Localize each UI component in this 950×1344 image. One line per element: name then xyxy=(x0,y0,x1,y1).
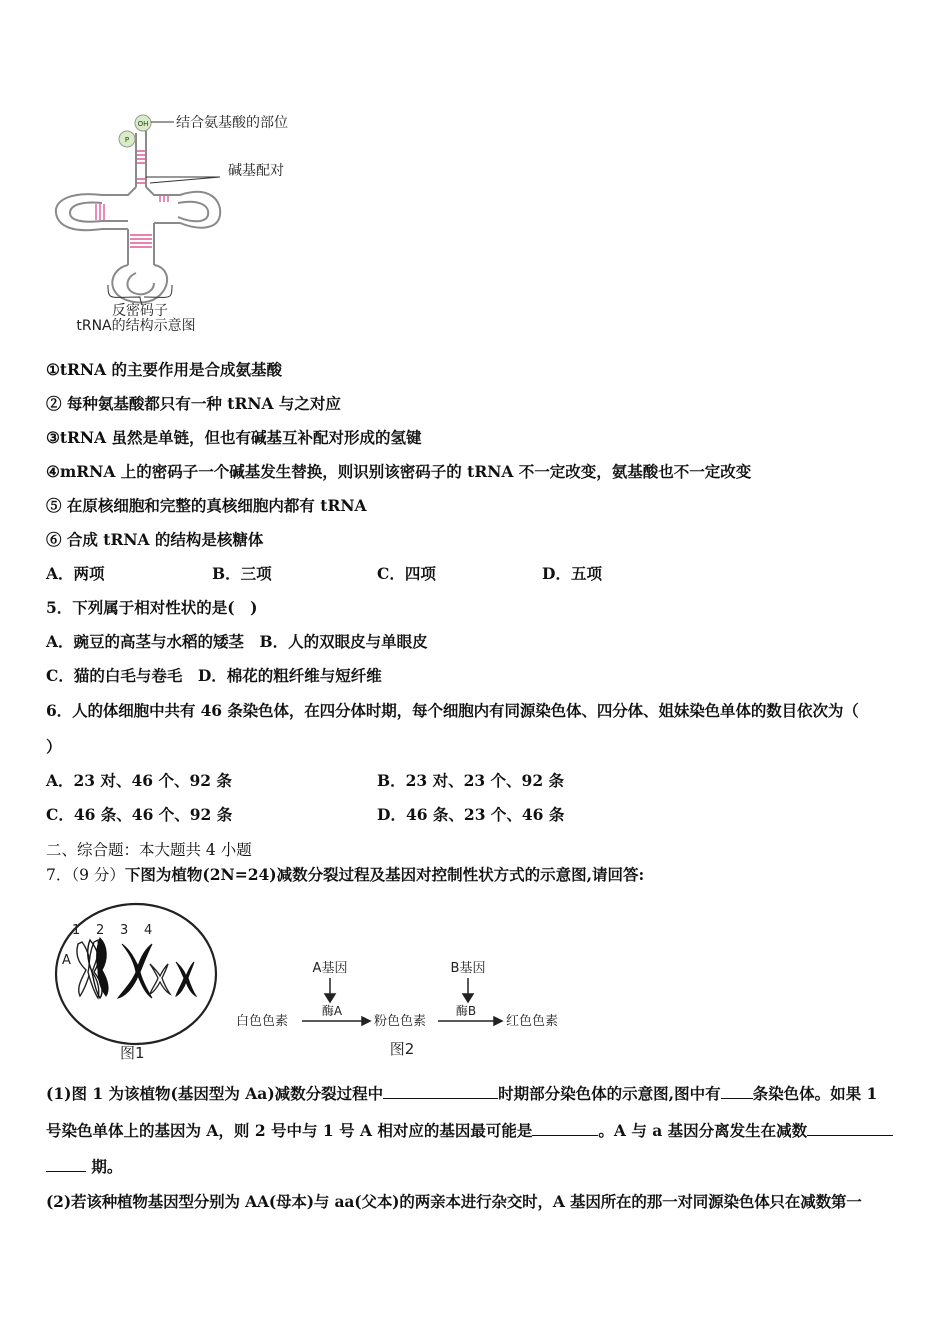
gene-b-node: B基因 xyxy=(450,961,486,976)
chromatid-number-4: 4 xyxy=(144,923,153,938)
q7-score: （9 分） xyxy=(71,866,125,884)
oh-label: OH xyxy=(137,120,149,128)
trna-structure-figure xyxy=(50,105,320,337)
q4-statement-2: ② 每种氨基酸都只有一种 tRNA 与之对应 xyxy=(46,394,341,413)
q7-number: 7． xyxy=(46,866,72,884)
q7-part-1-text-b: 时期部分染色体的示意图,图中有 xyxy=(498,1084,721,1103)
enzyme-a-arrow-head xyxy=(362,1017,370,1025)
q4-option-d[interactable]: D．五项 xyxy=(542,564,602,583)
q4-statement-4: ④mRNA 上的密码子一个碱基发生替换，则识别该密码子的 tRNA 不一定改变，氨基酸也不一定改变 xyxy=(46,462,752,481)
q6-stem-line-2: ） xyxy=(46,737,62,756)
anticodon-label: 反密码子 xyxy=(112,303,168,319)
q4-option-c[interactable]: C．四项 xyxy=(377,564,436,583)
q6-option-c[interactable]: C．46 条、46 个、92 条 xyxy=(46,805,233,824)
section-2-heading: 二、综合题：本大题共 4 小题 xyxy=(46,841,252,859)
q7-part-1-text-e: 。A 与 a 基因分离发生在减数 xyxy=(598,1121,808,1140)
q7-part-1-line-1 xyxy=(46,1083,906,1105)
q4-option-a[interactable]: A．两项 xyxy=(46,564,105,583)
gene-a-node: A基因 xyxy=(312,961,348,976)
gene-b-arrow-head xyxy=(463,994,473,1002)
q6-option-a[interactable]: A．23 对、46 个、92 条 xyxy=(46,771,232,790)
q7-stem-text: 下图为植物(2N=24)减数分裂过程及基因对控制性状方式的示意图,请回答: xyxy=(124,865,645,884)
figure-1-caption: 图1 xyxy=(120,1044,145,1062)
q7-part-1-text-c: 条染色体。如果 1 xyxy=(752,1084,878,1103)
pink-pigment-node: 粉色色素 xyxy=(374,1014,427,1029)
q7-part-1-line-3 xyxy=(46,1156,906,1178)
q7-part-1-text-f: 期。 xyxy=(86,1157,123,1176)
q4-statement-6: ⑥ 合成 tRNA 的结构是核糖体 xyxy=(46,530,264,549)
gene-a-arrow-head xyxy=(325,994,335,1002)
q4-statement-1: ①tRNA 的主要作用是合成氨基酸 xyxy=(46,360,283,379)
figure-2-caption: 图2 xyxy=(389,1040,415,1058)
q7-blank-meiosis-stage-b[interactable] xyxy=(46,1156,86,1172)
trna-figure-caption: tRNA的结构示意图 xyxy=(76,318,196,334)
q7-blank-meiosis-stage-a[interactable] xyxy=(807,1120,893,1136)
chromatid-number-3: 3 xyxy=(120,923,129,938)
q7-part-1-text-a: (1)图 1 为该植物(基因型为 Aa)减数分裂过程中 xyxy=(46,1084,384,1103)
q7-part-2-line-1: (2)若该种植物基因型分别为 AA(母本)与 aa(父本)的两亲本进行杂交时，A 基因所在的那一对同源染色体只在减数第一 xyxy=(46,1192,862,1211)
q5-options-row-2[interactable]: C．猫的白毛与卷毛 D．棉花的粗纤维与短纤维 xyxy=(46,666,382,685)
p-label: P xyxy=(124,136,130,144)
q4-statement-5: ⑤ 在原核细胞和完整的真核细胞内都有 tRNA xyxy=(46,496,367,515)
enzyme-b-arrow-head xyxy=(494,1017,502,1025)
q7-blank-gene[interactable] xyxy=(532,1120,598,1136)
q7-blank-phase[interactable] xyxy=(383,1083,498,1099)
q7-part-1-text-d: 号染色单体上的基因为 A，则 2 号中与 1 号 A 相对应的基因最可能是 xyxy=(46,1121,533,1140)
q6-option-d[interactable]: D．46 条、23 个、46 条 xyxy=(377,805,565,824)
q4-statement-3: ③tRNA 虽然是单链，但也有碱基互补配对形成的氢键 xyxy=(46,428,422,447)
q5-options-row-1[interactable]: A．豌豆的高茎与水稻的矮茎 B．人的双眼皮与单眼皮 xyxy=(46,632,428,651)
binding-site-callout: 结合氨基酸的部位 xyxy=(176,115,288,131)
base-pairing-callout-line xyxy=(146,177,220,183)
q6-stem-line-1: 6．人的体细胞中共有 46 条染色体，在四分体时期，每个细胞内有同源染色体、四分体、姐妹染色单体的数目依次为（ xyxy=(46,701,859,720)
white-pigment-node: 白色色素 xyxy=(236,1014,289,1029)
q7-blank-chromosome-count[interactable] xyxy=(721,1083,753,1099)
q5-stem: 5．下列属于相对性状的是( ) xyxy=(46,598,258,617)
q7-stem xyxy=(46,864,906,886)
figure-2-pathway-diagram xyxy=(230,950,580,1065)
chromatid-number-1: 1 xyxy=(72,923,81,938)
enzyme-b-label: 酶B xyxy=(455,1004,477,1018)
gene-a-label: A xyxy=(62,953,71,968)
figure-1-cell-diagram xyxy=(48,900,228,1065)
red-pigment-node: 红色色素 xyxy=(506,1014,559,1029)
q4-option-b[interactable]: B．三项 xyxy=(212,564,272,583)
chromatid-number-2: 2 xyxy=(96,923,105,938)
q7-part-1-line-2 xyxy=(46,1120,906,1142)
q6-option-b[interactable]: B．23 对、23 个、92 条 xyxy=(377,771,564,790)
enzyme-a-label: 酶A xyxy=(321,1004,343,1018)
base-pairing-callout: 碱基配对 xyxy=(228,163,284,179)
